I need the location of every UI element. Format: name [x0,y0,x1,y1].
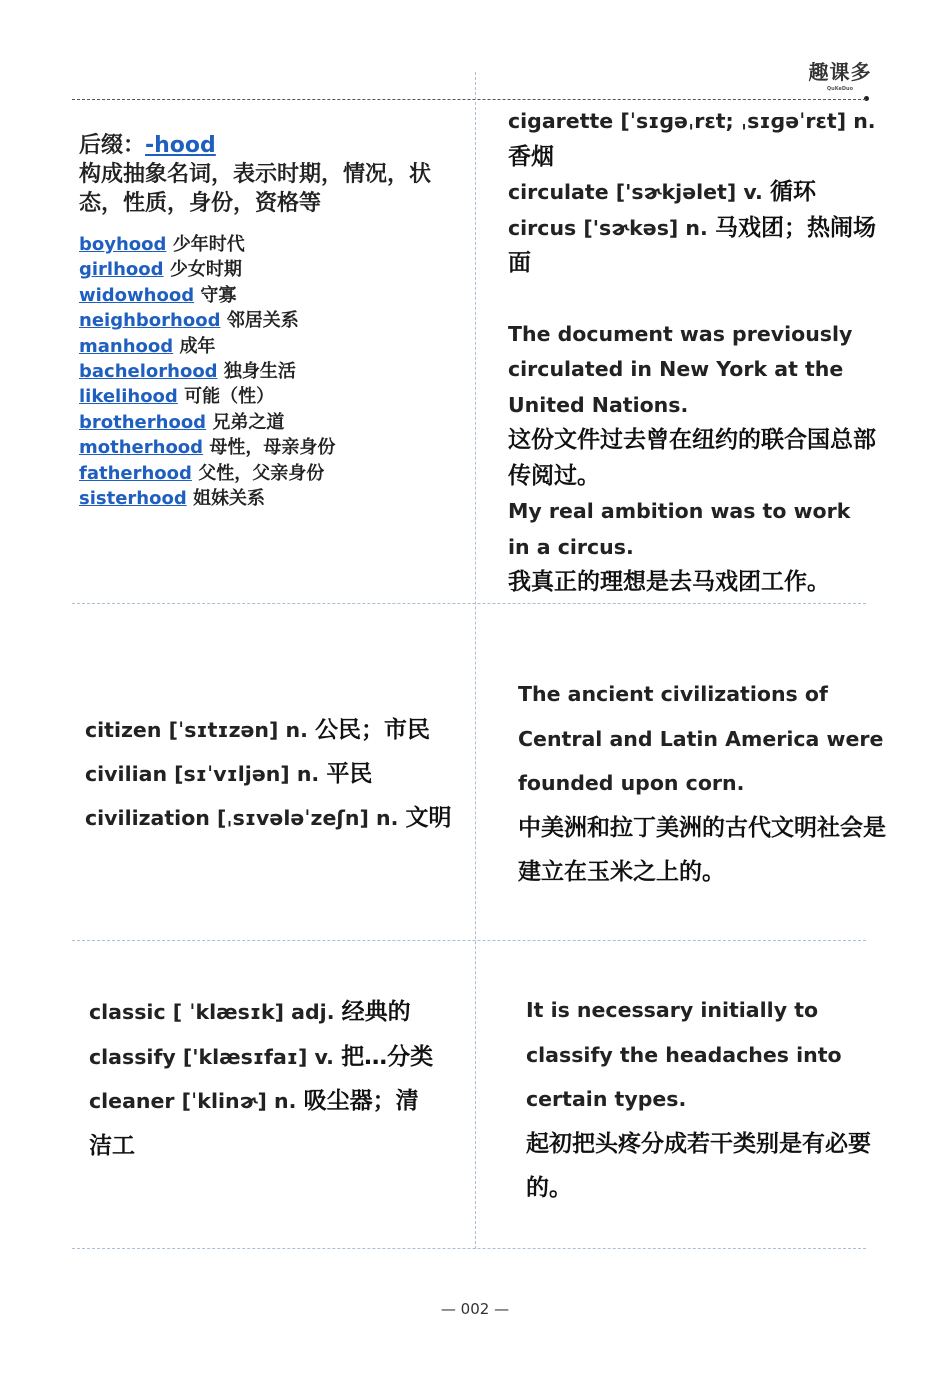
vocab-meaning: 平民 [326,761,373,787]
vocab-meaning: 把…分类 [341,1043,434,1070]
word-meaning: 兄弟之道 [212,411,285,433]
vocab-entry [508,175,878,211]
vocab-list [89,990,439,1168]
top-divider [72,99,866,100]
suffix-panel [79,131,459,511]
example-sentence-en: The ancient civilizations of Central and Latin America were founded upon corn. [518,682,884,795]
vocab-word: classic [ ˈklæsɪk] adj. [89,1000,335,1024]
page-number: — 002 — [440,1300,510,1318]
word-meaning: 母性，母亲身份 [209,437,336,459]
word-row [79,410,459,435]
vocab-entry [89,1079,439,1168]
example-sentence-en: My real ambition was to work in a circus. [508,499,851,559]
civ-example-panel [518,672,898,895]
vocab-entry [89,1035,439,1080]
vocab-entry [508,104,878,175]
vocab-meaning: 文明 [405,805,452,831]
suffix-heading [79,131,459,160]
word-meaning: 可能（性） [184,386,275,408]
class-example-panel [526,988,876,1211]
word-meaning: 成年 [179,335,216,357]
brand-logo [808,58,872,98]
word-link[interactable]: bachelorhood [79,361,218,383]
word-meaning: 父性，父亲身份 [198,462,325,484]
word-link[interactable]: likelihood [79,386,178,408]
vocab-meaning: 循环 [769,179,816,205]
example-sentence-en: It is necessary initially to classify the headaches into certain types. [526,998,842,1111]
civ-panel [85,708,455,840]
word-row [79,334,459,359]
vocab-word: cleaner [ˈklinɚ] n. [89,1089,297,1113]
row-divider-1 [72,603,866,604]
example-sentence-zh: 起初把头疼分成若干类别是有必要的。 [526,1130,871,1201]
vocab-word: classify ['klæsɪfaɪ] v. [89,1044,334,1069]
word-meaning: 邻居关系 [226,310,299,332]
word-list [79,232,459,511]
word-row [79,486,459,511]
word-row [79,283,459,308]
word-link[interactable]: widowhood [79,284,195,306]
example-sentence-zh: 中美洲和拉丁美洲的古代文明社会是建立在玉米之上的。 [518,814,886,885]
vocab-list [508,104,878,282]
word-link[interactable]: boyhood [79,234,167,255]
vocab-meaning: 吸尘器；清洁工 [89,1088,419,1159]
word-link[interactable]: fatherhood [79,462,192,484]
word-meaning: 少年时代 [172,234,245,255]
word-meaning: 姐妹关系 [193,488,265,510]
vocab-meaning: 马戏团；热闹场面 [508,214,876,276]
vocab-entry [85,796,455,840]
suffix-link[interactable]: -hood [145,133,216,158]
word-row [79,232,459,257]
class-panel [89,990,439,1168]
circ-panel [508,104,878,601]
vocab-word: circus ['sɚkəs] n. [508,215,708,240]
logo-subtext: QuKeDuo [826,86,854,92]
word-row [79,257,459,282]
word-row [79,435,459,460]
word-row [79,359,459,384]
suffix-label: 后缀： [79,133,146,158]
column-divider [475,72,476,1249]
vocab-word: civilian [sɪˈvɪljən] n. [85,762,320,786]
example-sentence-zh: 我真正的理想是去马戏团工作。 [508,569,830,595]
word-meaning: 少女时期 [169,259,242,281]
example-list [508,317,878,601]
word-link[interactable]: sisterhood [79,488,187,510]
vocab-word: citizen [ˈsɪtɪzən] n. [85,718,308,742]
bottom-divider [72,1248,866,1249]
spacer [508,282,878,317]
vocab-meaning: 公民；市民 [315,717,431,743]
word-link[interactable]: motherhood [79,437,204,459]
word-row [79,461,459,486]
vocab-entry [508,211,878,282]
example-sentence-en: The document was previously circulated in New York at the United Nations. [508,321,853,417]
word-link[interactable]: neighborhood [79,310,221,332]
suffix-description: 构成抽象名词，表示时期，情况，状态，性质，身份，资格等 [79,162,432,216]
word-link[interactable]: brotherhood [79,411,207,433]
word-link[interactable]: girlhood [79,259,164,281]
vocab-entry [85,708,455,752]
word-meaning: 守寡 [200,284,237,306]
vocab-entry [85,752,455,796]
vocab-word: cigarette [ˈsɪɡəˌrɛt; ˌsɪɡəˈrɛt] n. [508,109,876,133]
vocab-entry [89,990,439,1035]
vocab-meaning: 香烟 [508,143,554,170]
vocab-word: circulate ['sɚkjəlet] v. [508,180,763,204]
vocab-list [85,708,455,840]
word-meaning: 独身生活 [223,361,296,383]
vocab-word: civilization [ˌsɪvələˈzeʃn] n. [85,806,399,830]
vocab-meaning: 经典的 [341,999,411,1025]
word-row [79,308,459,333]
example-sentence-zh: 这份文件过去曾在纽约的联合国总部传阅过。 [508,427,876,489]
word-link[interactable]: manhood [79,335,174,357]
row-divider-2 [72,940,866,941]
logo-text: 趣课多 [808,60,872,84]
word-row [79,384,459,409]
